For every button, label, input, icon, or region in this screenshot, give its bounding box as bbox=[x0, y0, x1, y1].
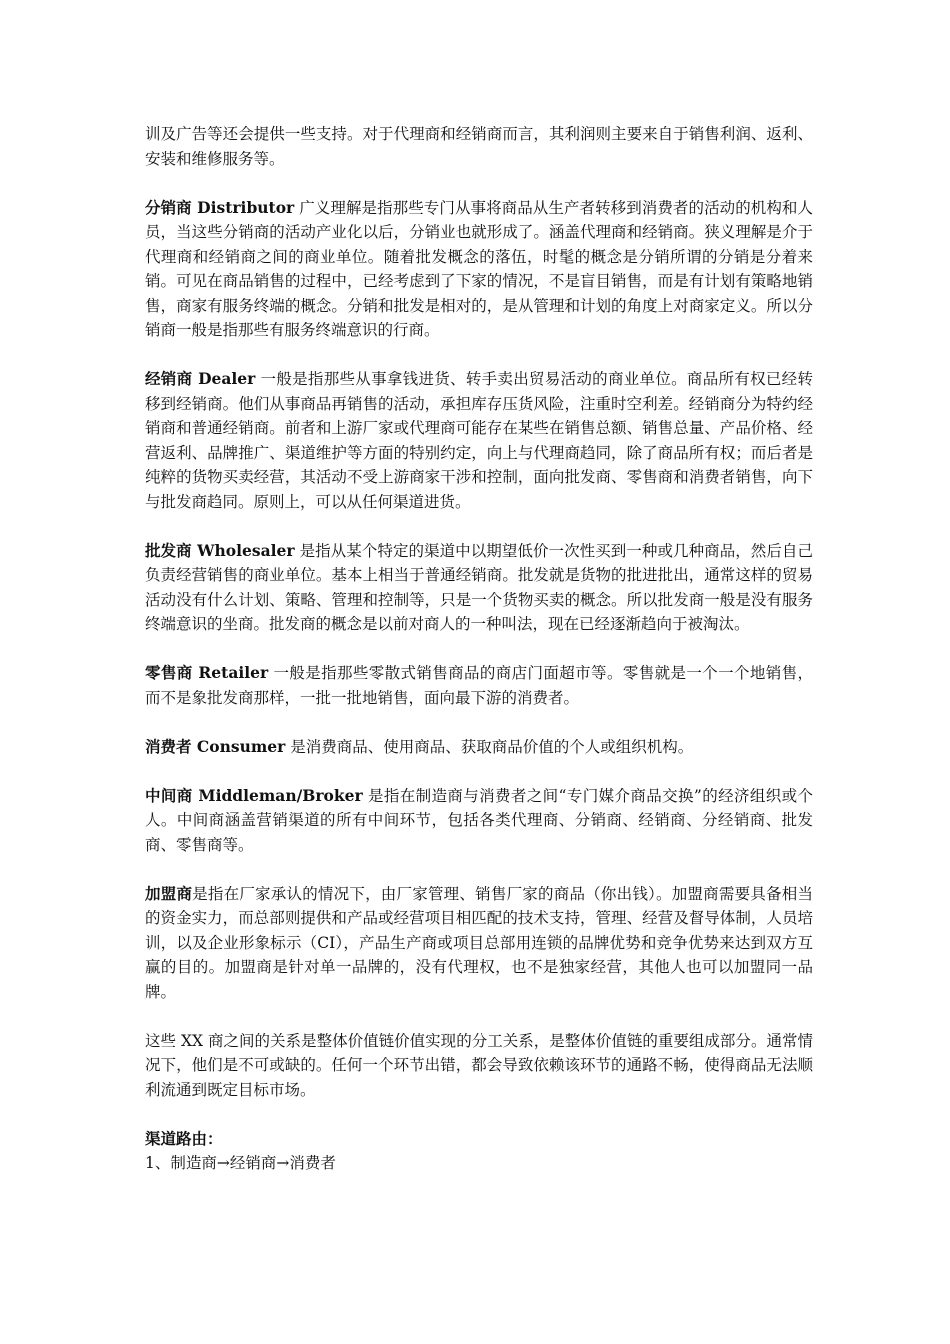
paragraph-text: 是消费商品、使用商品、获取商品价值的个人或组织机构。 bbox=[285, 737, 694, 756]
paragraph-distributor bbox=[145, 196, 813, 343]
paragraph-text: 广义理解是指那些专门从事将商品从生产者转移到消费者的活动的机构和人员，当这些分销商的活动产业化以后，分销业也就形成了。涵盖代理商和经销商。狭义理解是介于代理商和经销商之间的商业单位。随着批发概念的落伍，时髦的概念是分销所谓的分销是分着来销。可见在商品销售的过程中，已经考虑到了下家的情况，不是盲目销售，而是有计划有策略地销售，商家有服务终端的概念。分销和批发是相对的，是从管理和计划的角度上对商家定义。所以分销商一般是指那些有服务终端意识的行商。 bbox=[145, 198, 813, 339]
paragraph-text: 一般是指那些零散式销售商品的商店门面超市等。零售就是一个一个地销售，而不是象批发商那样，一批一批地销售，面向最下游的消费者。 bbox=[145, 664, 813, 707]
term-consumer: 消费者 Consumer bbox=[145, 736, 286, 756]
paragraph-text: 是指在厂家承认的情况下，由厂家管理、销售厂家的商品（你出钱）。加盟商需要具备相当的资金实力，而总部则提供和产品或经营项目相匹配的技术支持，管理、经营及督导体制，人员培训，以及企业形象标示（CI），产品生产商或项目总部用连锁的品牌优势和竞争优势来达到双方互赢的目的。加盟商是针对单一品牌的，没有代理权，也不是独家经营，其他人也可以加盟同一品牌。 bbox=[145, 884, 813, 1001]
paragraph-middleman bbox=[145, 784, 813, 858]
paragraph-dealer bbox=[145, 367, 813, 514]
paragraph-text: 训及广告等还会提供一些支持。对于代理商和经销商而言，其利润则主要来自于销售利润、返利、安装和维修服务等。 bbox=[145, 125, 813, 168]
section-heading-route bbox=[145, 1127, 813, 1152]
paragraph-retailer bbox=[145, 661, 813, 710]
document-page bbox=[145, 122, 813, 1176]
paragraph-continuation bbox=[145, 122, 813, 171]
term-middleman: 中间商 Middleman/Broker bbox=[145, 785, 363, 805]
term-retailer: 零售商 Retailer bbox=[145, 663, 269, 682]
term-wholesaler: 批发商 Wholesaler bbox=[145, 540, 295, 560]
term-franchisee: 加盟商 bbox=[145, 883, 193, 903]
paragraph-relationship bbox=[145, 1029, 813, 1103]
paragraph-text: 一般是指那些从事拿钱进货、转手卖出贸易活动的商业单位。商品所有权已经转移到经销商。他们从事商品再销售的活动，承担库存压货风险，注重时空利差。经销商分为特约经销商和普通经销商。前者和上游厂家或代理商可能存在某些在销售总额、销售总量、产品价格、经营返利、品牌推广、渠道维护等方面的特别约定，向上与代理商趋同，除了商品所有权；而后者是纯粹的货物买卖经营，其活动不受上游商家干涉和控制，面向批发商、零售商和消费者销售，向下与批发商趋同。原则上，可以从任何渠道进货。 bbox=[145, 370, 813, 511]
paragraph-wholesaler bbox=[145, 539, 813, 637]
paragraph-consumer bbox=[145, 735, 813, 760]
route-item-text: 1、制造商→经销商→消费者 bbox=[145, 1154, 336, 1172]
paragraph-text: 是指在制造商与消费者之间“专门媒介商品交换”的经济组织或个人。中间商涵盖营销渠道的所有中间环节，包括各类代理商、分销商、经销商、分经销商、批发商、零售商等。 bbox=[145, 786, 814, 854]
paragraph-franchisee bbox=[145, 882, 813, 1005]
route-heading: 渠道路由： bbox=[145, 1128, 223, 1148]
route-item bbox=[145, 1151, 813, 1176]
term-dealer: 经销商 Dealer bbox=[145, 369, 256, 388]
paragraph-text: 这些 XX 商之间的关系是整体价值链价值实现的分工关系，是整体价值链的重要组成部分。通常情况下，他们是不可或缺的。任何一个环节出错，都会导致依赖该环节的通路不畅，使得商品无法顺利流通到既定目标市场。 bbox=[145, 1031, 813, 1099]
paragraph-text: 是指从某个特定的渠道中以期望低价一次性买到一种或几种商品，然后自己负责经营销售的商业单位。基本上相当于普通经销商。批发就是货物的批进批出，通常这样的贸易活动没有什么计划、策略、管理和控制等，只是一个货物买卖的概念。所以批发商一般是没有服务终端意识的坐商。批发商的概念是以前对商人的一种叫法，现在已经逐渐趋向于被淘汰。 bbox=[145, 541, 813, 633]
term-distributor: 分销商 Distributor bbox=[145, 197, 295, 217]
